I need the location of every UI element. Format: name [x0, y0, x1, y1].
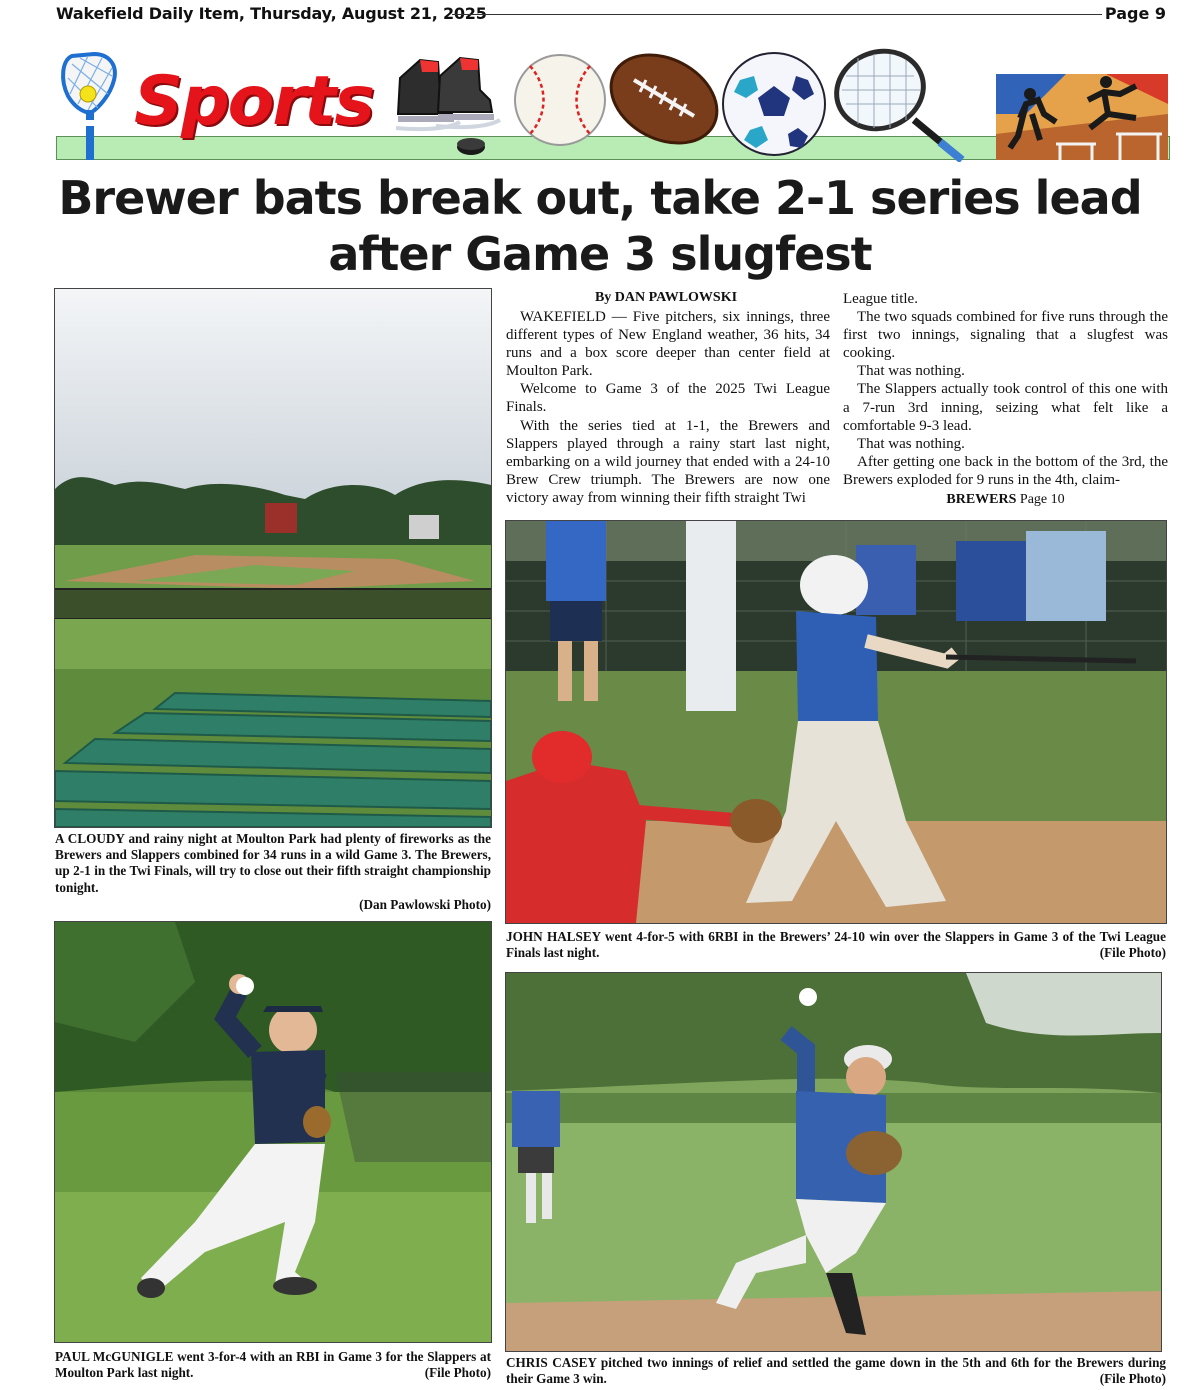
section-title: Sports [134, 62, 373, 141]
headline [40, 170, 1160, 282]
headline-line-1: Brewer bats break out, take 2-1 series lead [58, 171, 1142, 225]
article-column-1 [506, 308, 830, 507]
ballpark-photo-caption: A CLOUDY and rainy night at Moulton Park had plenty of fireworks as the Brewers and Slappers combined for 34 runs in a wild Game 3. The Brewers, up 2-1 in the Twi Finals, will try to close out their fifth straight championship tonight. [55, 831, 491, 895]
paragraph: WAKEFIELD — Five pitchers, six innings, three different types of New England weather, 36 hits, 34 runs and a box score deeper than center field at Moulton Park. [506, 309, 830, 380]
ice-skates-icon [390, 48, 502, 148]
byline: By DAN PAWLOWSKI [594, 290, 738, 305]
halsey-photo-caption: JOHN HALSEY went 4-for-5 with 6RBI in the Brewers’ 24-10 win over the Slappers in Game 3 of the Twi League Finals last night. [506, 929, 1166, 961]
mcgunigle-photo-caption: PAUL McGUNIGLE went 3-for-4 with an RBI in Game 3 for the Slappers at Moulton Park last night. [55, 1349, 491, 1381]
soccer-ball-icon [720, 50, 828, 158]
football-icon [604, 44, 724, 154]
jump-page: Page 10 [1019, 492, 1065, 507]
halsey-batting-photo [505, 520, 1167, 924]
hurdlers-illustration [996, 74, 1168, 160]
ballpark-photo-credit: (Dan Pawlowski Photo) [359, 897, 491, 912]
mcgunigle-photo-credit: (File Photo) [424, 1365, 491, 1380]
casey-photo-credit: (File Photo) [1099, 1371, 1166, 1386]
halsey-photo-credit: (File Photo) [1099, 945, 1166, 960]
paragraph: The two squads combined for five runs through the first two innings, signaling that a slugfest was cooking. [843, 309, 1168, 362]
sports-section-banner [56, 40, 1168, 162]
paragraph-continuation: League title. [843, 291, 918, 307]
page-number: Page 9 [1104, 4, 1166, 23]
article-column-2 [843, 290, 1168, 489]
paragraph: That was nothing. [857, 363, 965, 380]
lacrosse-stick-icon [58, 50, 124, 162]
paragraph: The Slappers actually took control of this one with a 7-run 3rd inning, seizing what felt like a comfortable 9-3 lead. [843, 381, 1168, 434]
hockey-puck-icon [456, 136, 486, 158]
continued-on-line[interactable] [843, 492, 1168, 508]
publication-dateline: Wakefield Daily Item, Thursday, August 21, 2025 [56, 4, 487, 23]
paragraph: That was nothing. [857, 435, 965, 452]
jump-keyword: BREWERS [946, 492, 1017, 507]
paragraph: After getting one back in the bottom of the 3rd, the Brewers exploded for 9 runs in the 4th, claim- [843, 453, 1168, 488]
paragraph: Welcome to Game 3 of the 2025 Twi League Finals. [506, 381, 830, 416]
casey-pitching-photo [505, 972, 1162, 1352]
ballpark-photo [54, 288, 492, 828]
mcgunigle-pitching-photo [54, 921, 492, 1343]
casey-photo-caption: CHRIS CASEY pitched two innings of relief and settled the game down in the 5th and 6th for the Brewers during their Game 3 win. [506, 1355, 1166, 1387]
paragraph: With the series tied at 1-1, the Brewers and Slappers played through a rainy start last night, embarking on a wild journey that ended with a 24-10 Brew Crew triumph. The Brewers are now one victory away from winning their fifth straight Twi [506, 417, 830, 506]
baseball-icon [512, 52, 608, 148]
tennis-racket-icon [828, 46, 968, 162]
folio-rule [452, 14, 1102, 15]
headline-line-2: after Game 3 slugfest [328, 227, 872, 281]
